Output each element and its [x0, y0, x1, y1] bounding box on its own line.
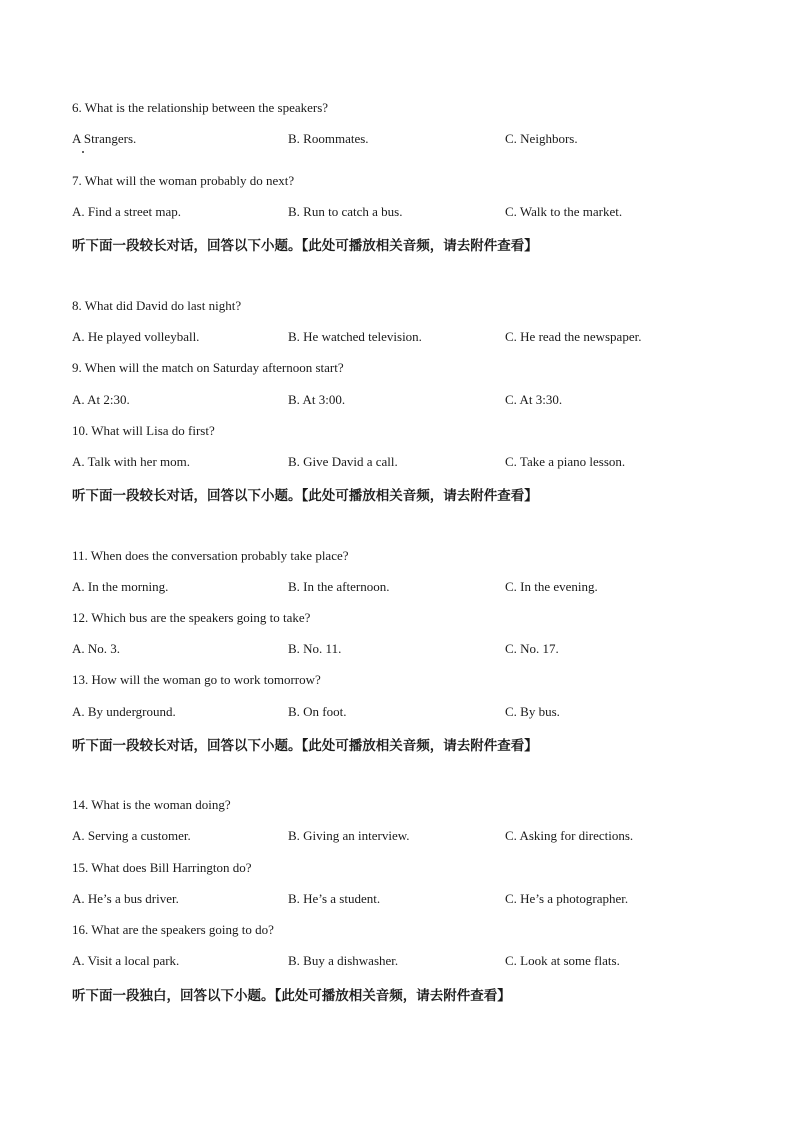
q9-option-a: A. At 2:30.: [72, 392, 130, 407]
q13-option-b: B. On foot.: [288, 704, 347, 719]
q9-option-c: C. At 3:30.: [505, 392, 563, 407]
q16-option-c: C. Look at some flats.: [505, 953, 620, 968]
instruction-long-dialogue: 听下面一段较长对话，回答以下小题。【此处可播放相关音频，请去附件查看】: [72, 238, 538, 254]
stray-dot: [82, 151, 84, 153]
question-11: 11. When does the conversation probably take place?: [72, 548, 349, 563]
q7-option-b: B. Run to catch a bus.: [288, 204, 403, 219]
q8-option-a: A. He played volleyball.: [72, 329, 200, 344]
q11-option-b: B. In the afternoon.: [288, 579, 390, 594]
q8-option-c: C. He read the newspaper.: [505, 329, 642, 344]
q10-option-c: C. Take a piano lesson.: [505, 454, 626, 469]
question-6: 6. What is the relationship between the speakers?: [72, 100, 329, 115]
q15-option-a: A. He’s a bus driver.: [72, 891, 179, 906]
q8-option-b: B. He watched television.: [288, 329, 422, 344]
question-12: 12. Which bus are the speakers going to take?: [72, 610, 311, 625]
q16-option-a: A. Visit a local park.: [72, 953, 180, 968]
q12-option-c: C. No. 17.: [505, 641, 559, 656]
q6-option-c: C. Neighbors.: [505, 131, 578, 146]
question-16: 16. What are the speakers going to do?: [72, 922, 274, 937]
q15-option-c: C. He’s a photographer.: [505, 891, 629, 906]
q10-option-b: B. Give David a call.: [288, 454, 398, 469]
question-10: 10. What will Lisa do first?: [72, 423, 215, 438]
q9-option-b: B. At 3:00.: [288, 392, 346, 407]
question-8: 8. What did David do last night?: [72, 298, 242, 313]
q13-option-a: A. By underground.: [72, 704, 176, 719]
q6-option-b: B. Roommates.: [288, 131, 369, 146]
q13-option-c: C. By bus.: [505, 704, 560, 719]
q12-option-a: A. No. 3.: [72, 641, 121, 656]
question-13: 13. How will the woman go to work tomorrow?: [72, 672, 321, 687]
q10-option-a: A. Talk with her mom.: [72, 454, 191, 469]
q14-option-c: C. Asking for directions.: [505, 828, 634, 843]
q15-option-b: B. He’s a student.: [288, 891, 381, 906]
question-7: 7. What will the woman probably do next?: [72, 173, 295, 188]
instruction-long-dialogue: 听下面一段较长对话，回答以下小题。【此处可播放相关音频，请去附件查看】: [72, 738, 538, 754]
q7-option-a: A. Find a street map.: [72, 204, 182, 219]
q11-option-c: C. In the evening.: [505, 579, 598, 594]
q12-option-b: B. No. 11.: [288, 641, 342, 656]
instruction-long-dialogue: 听下面一段较长对话，回答以下小题。【此处可播放相关音频，请去附件查看】: [72, 488, 538, 504]
q16-option-b: B. Buy a dishwasher.: [288, 953, 399, 968]
question-9: 9. When will the match on Saturday afternoon start?: [72, 360, 344, 375]
question-14: 14. What is the woman doing?: [72, 797, 231, 812]
instruction-monologue: 听下面一段独白，回答以下小题。【此处可播放相关音频，请去附件查看】: [72, 988, 511, 1004]
q7-option-c: C. Walk to the market.: [505, 204, 623, 219]
q11-option-a: A. In the morning.: [72, 579, 169, 594]
q6-option-a: A Strangers.: [72, 131, 137, 146]
question-15: 15. What does Bill Harrington do?: [72, 860, 252, 875]
q14-option-a: A. Serving a customer.: [72, 828, 191, 843]
q14-option-b: B. Giving an interview.: [288, 828, 410, 843]
